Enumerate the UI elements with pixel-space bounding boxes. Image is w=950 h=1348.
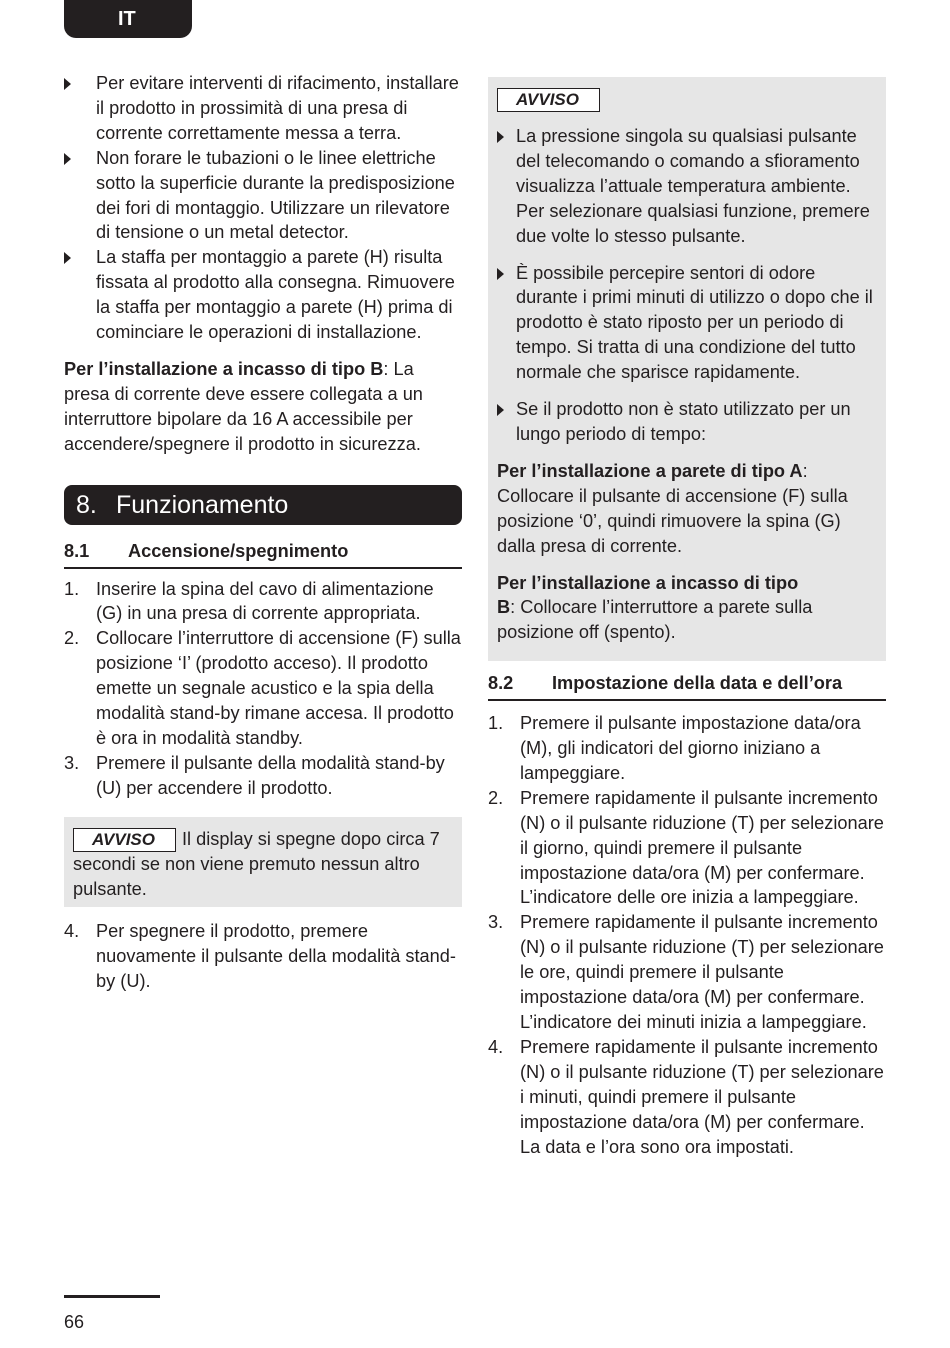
list-item: La staffa per montaggio a parete (H) risulta fissata al prodotto alla consegna. Rimuovere la staffa per montaggio a parete (H) prima di cominciare le operazioni di installazione. [64,245,462,345]
recess-b-heading: Per l’installazione a incasso di tipo [497,572,799,593]
wall-a-paragraph: Per l’installazione a parete di tipo A: Collocare il pulsante di accensione (F) sulla posizione ‘0’, quindi rimuovere la spina (G) dalla presa di corrente. [497,460,848,556]
list-item: 3. Premere rapidamente il pulsante incremento (N) o il pulsante riduzione (T) per selezionare le ore, quindi premere il pulsante impostazione data/ora (M) per confermare. L’indicatore dei minuti inizia a lampeggiare. [488,912,884,1032]
language-tab: IT [64,0,192,38]
notice-panel [488,77,886,661]
left-column [64,71,462,994]
footer-divider [64,1295,160,1298]
notice-bullets [497,124,877,447]
page-number: 66 [64,1312,85,1332]
installation-bullets [64,71,462,345]
bullet-marker-icon [497,268,504,280]
bullet-marker-icon [497,131,504,143]
avviso-label: AVVISO [497,88,600,112]
list-item: 2. Collocare l’interruttore di accensione (F) sulla posizione ‘I’ (prodotto acceso). Il prodotto emette un segnale acustico e la spia della modalità stand-by rimane accesa. Il prodotto è ora in modalità standby. [64,628,461,748]
list-item: Se il prodotto non è stato utilizzato per un lungo periodo di tempo: [497,397,877,447]
wall-a-heading: Per l’installazione a parete di tipo A [497,460,803,481]
list-item: 4. Per spegnere il prodotto, premere nuovamente il pulsante della modalità stand-by (U). [64,921,456,992]
list-item: 1. Premere il pulsante impostazione data/ora (M), gli indicatori del giorno iniziano a lampeggiare. [488,713,861,783]
install-b-heading: Per l’installazione a incasso di tipo B [64,358,384,379]
recess-b-paragraph: Per l’installazione a incasso di tipo B: Collocare l’interruttore a parete sulla posizione off (spento). [497,572,813,643]
list-item: Non forare le tubazioni o le linee elettriche sotto la superficie durante la predisposizione dei fori di montaggio. Utilizzare un rilevatore di tensione o un metal detector. [64,146,462,246]
subsection-heading-8-1: 8.1 Accensione/spegnimento [64,539,462,569]
bullet-marker-icon [64,252,71,264]
bullet-marker-icon [64,153,71,165]
right-column [488,77,886,1159]
datetime-steps [488,711,886,1159]
list-item: 1. Inserire la spina del cavo di alimentazione (G) in una presa di corrente appropriata. [64,578,434,624]
power-steps [64,577,462,801]
install-b-paragraph: Per l’installazione a incasso di tipo B: La presa di corrente deve essere collegata a un interruttore bipolare da 16 A accessibile per accendere/spegnere il prodotto in sicurezza. [64,358,423,454]
section-heading: 8. Funzionamento [64,485,462,525]
list-item: 3. Premere il pulsante della modalità stand-by (U) per accendere il prodotto. [64,752,445,798]
list-item: 4. Premere rapidamente il pulsante incremento (N) o il pulsante riduzione (T) per selezionare i minuti, quindi premere il pulsante impostazione data/ora (M) per confermare. La data e l’ora sono ora impostati. [488,1036,884,1157]
power-steps-continued [64,919,462,994]
list-item: La pressione singola su qualsiasi pulsante del telecomando o comando a sfioramento visualizza l’attuale temperatura ambiente. Per selezionare qualsiasi funzione, premere due volte lo stesso pulsante. [497,124,877,249]
bullet-marker-icon [64,78,71,90]
list-item: È possibile percepire sentori di odore durante i primi minuti di utilizzo o dopo che il prodotto è stato riposto per un periodo di tempo. Si tratta di una condizione del tutto normale che sparisce rapidamente. [497,261,877,386]
list-item: Per evitare interventi di rifacimento, installare il prodotto in prossimità di una presa di corrente correttamente messa a terra. [64,71,462,146]
subsection-heading-8-2: 8.2 Impostazione della data e dell’ora [488,671,886,701]
avviso-label: AVVISO [73,828,176,852]
bullet-marker-icon [497,404,504,416]
note-box: AVVISO Il display si spegne dopo circa 7 secondi se non viene premuto nessun altro pulsante. [64,817,462,908]
list-item: 2. Premere rapidamente il pulsante incremento (N) o il pulsante riduzione (T) per selezionare il giorno, quindi premere il pulsante impostazione data/ora (M) per confermare. L’indicatore delle ore inizia a lampeggiare. [488,787,884,908]
